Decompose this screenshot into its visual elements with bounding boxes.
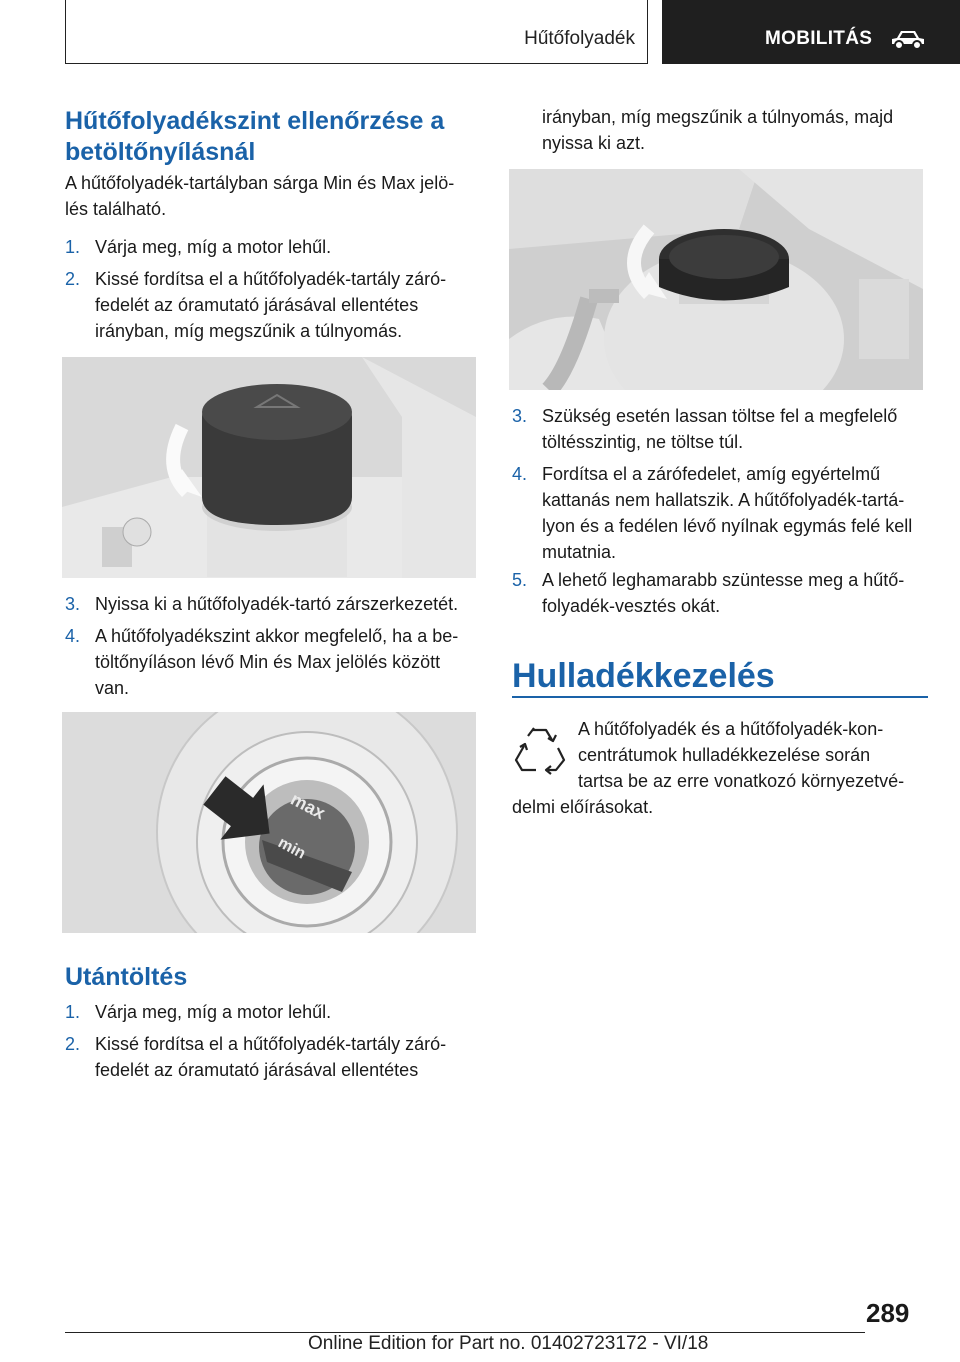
figure-reservoir-cap: [62, 357, 476, 578]
disposal-text-last: delmi előírásokat.: [512, 797, 654, 817]
step-line: A hűtőfolyadékszint akkor megfelelő, ha a be-: [95, 626, 459, 646]
heading-line-2: betöltőnyílásnál: [65, 138, 256, 166]
step-line: A lehető leghamarabb szüntesse meg a hűtő-: [542, 570, 905, 590]
step-text: [95, 623, 458, 701]
intro-line-2: lés található.: [65, 199, 167, 219]
disposal-text-indented: [578, 716, 938, 794]
step-number: 3.: [512, 406, 528, 426]
step-number: 2.: [65, 1034, 81, 1054]
step-text: [95, 1031, 446, 1083]
step-line: fedelét az óramutató járásával ellentétes: [95, 295, 419, 315]
step-line: Kissé fordítsa el a hűtőfolyadék-tartály záró-: [95, 269, 447, 289]
step-line: kattanás nem hallatszik. A hűtőfolyadék-tartá-: [542, 490, 905, 510]
step-text: [542, 461, 912, 565]
intro-paragraph: [65, 170, 454, 222]
step-line: Kissé fordítsa el a hűtőfolyadék-tartály záró-: [95, 1034, 447, 1054]
step-line: irányban, míg megszűnik a túlnyomás.: [95, 321, 403, 341]
heading-disposal: Hulladékkezelés: [512, 657, 775, 695]
min-mark-label: min: [275, 834, 309, 863]
step-line: Várja meg, míg a motor lehűl.: [95, 237, 332, 257]
max-mark-label: max: [287, 788, 329, 824]
step-line: van.: [95, 678, 130, 698]
figure-filler-neck: [62, 712, 476, 933]
disposal-line: centrátumok hulladékkezelése során: [578, 745, 871, 765]
step-line: lyon és a fedélen lévő nyílnak egymás felé kell: [542, 516, 913, 536]
step-line: folyadék-vesztés okát.: [542, 596, 721, 616]
step-line: mutatnia.: [542, 542, 617, 562]
section-heading-refill: Utántöltés: [65, 963, 188, 991]
step-text: [542, 567, 904, 619]
step-line: Nyissa ki a hűtőfolyadék-tartó zárszerkezetét.: [95, 594, 459, 614]
heading-rule: [512, 696, 928, 698]
step-line: Szükség esetén lassan töltse fel a megfelelő: [542, 406, 898, 426]
step-line: Várja meg, míg a motor lehűl.: [95, 1002, 332, 1022]
disposal-line: A hűtőfolyadék és a hűtőfolyadék-kon-: [578, 719, 884, 739]
section-heading-level-check: [65, 106, 444, 168]
header-chapter-tab: [662, 0, 960, 64]
step-2-continuation: [542, 104, 893, 156]
footer-edition: Online Edition for Part no. 01402723172 - VI/18: [308, 1333, 709, 1354]
step-number: 1.: [65, 237, 81, 257]
step-number: 2.: [65, 269, 81, 289]
step-number: 1.: [65, 1002, 81, 1022]
step-text: [95, 234, 331, 260]
step-number: 4.: [512, 464, 528, 484]
disposal-line: tartsa be az erre vonatkozó környezetvé-: [578, 771, 905, 791]
section-title: Hűtőfolyadék: [524, 28, 635, 49]
step-text: [542, 403, 897, 455]
recycle-icon: [512, 722, 566, 781]
heading-line-1: Hűtőfolyadékszint ellenőrzése a: [65, 107, 445, 135]
header-section-box: [65, 0, 648, 64]
step-number: 3.: [65, 594, 81, 614]
step-text: [95, 266, 446, 344]
step-line: Fordítsa el a zárófedelet, amíg egyértelmű: [542, 464, 881, 484]
continuation-line: irányban, míg megszűnik a túlnyomás, majd: [542, 107, 894, 127]
step-line: töltésszintig, ne töltse túl.: [542, 432, 744, 452]
page-number: 289: [866, 1298, 910, 1328]
step-line: töltőnyíláson lévő Min és Max jelölés között: [95, 652, 441, 672]
figure-reservoir-cap-refill: [509, 169, 923, 390]
continuation-line: nyissa ki azt.: [542, 133, 646, 153]
chapter-title: MOBILITÁS: [765, 28, 873, 49]
intro-line-1: A hűtőfolyadék-tartályban sárga Min és Max jelö-: [65, 173, 455, 193]
step-text: [95, 999, 331, 1025]
step-number: 5.: [512, 570, 528, 590]
step-line: fedelét az óramutató járásával ellentétes: [95, 1060, 419, 1080]
step-number: 4.: [65, 626, 81, 646]
step-text: [95, 591, 458, 617]
car-icon: [888, 28, 928, 57]
